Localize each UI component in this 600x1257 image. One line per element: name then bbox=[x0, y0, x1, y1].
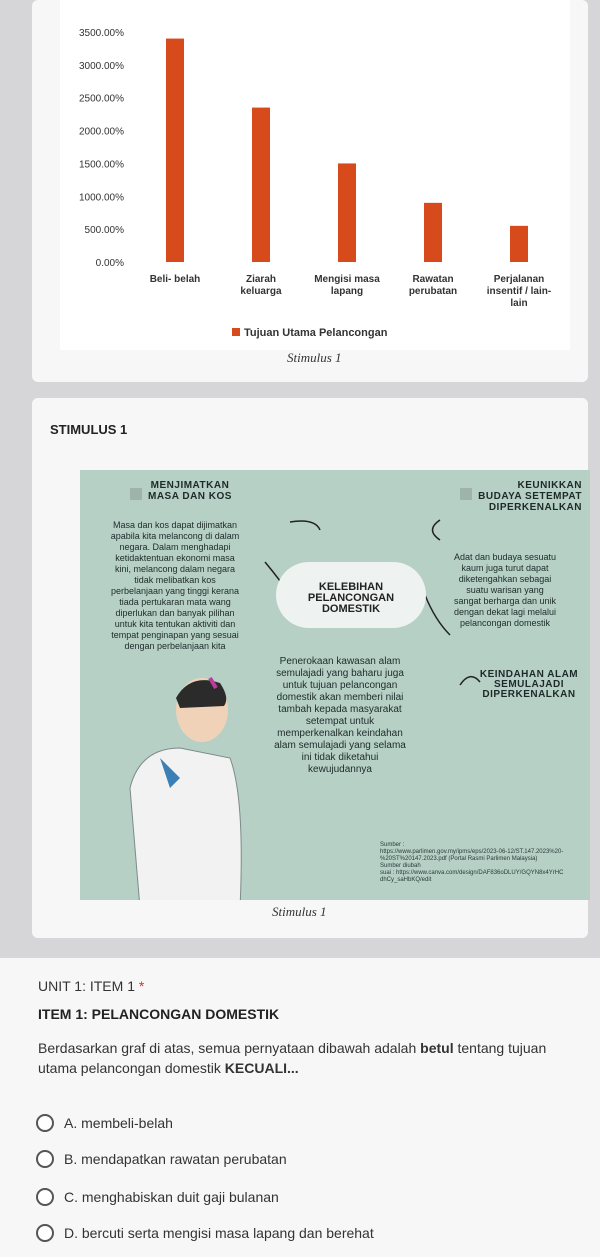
text-line: tiada pertukaran mata wang bbox=[119, 597, 231, 607]
y-tick-label: 3500.00% bbox=[78, 28, 124, 39]
text-line: diperlukan dan banyak pilihan bbox=[115, 608, 235, 618]
source-line: Sumber diubah bbox=[380, 863, 421, 869]
x-tick-label: Rawatan bbox=[412, 274, 454, 285]
x-tick-label: insentif / lain- bbox=[486, 286, 552, 297]
legend-swatch bbox=[232, 328, 240, 336]
text-line: alam semulajadi yang selama bbox=[274, 740, 406, 751]
heading-line: BUDAYA SETEMPAT bbox=[478, 491, 582, 502]
y-tick-label: 3000.00% bbox=[78, 60, 124, 72]
question-card bbox=[0, 958, 600, 1257]
question-unit bbox=[38, 978, 144, 994]
question-text-part: tentang tujuan utama pelancongan domestik bbox=[38, 1040, 547, 1076]
option-c[interactable] bbox=[36, 1186, 279, 1208]
x-tick-label: perubatan bbox=[408, 286, 458, 297]
text-line: suatu warisan yang bbox=[466, 585, 544, 595]
text-line: semulajadi yang baharu juga bbox=[276, 668, 404, 679]
bar bbox=[338, 163, 356, 262]
option-label: A. membeli-belah bbox=[64, 1115, 173, 1131]
text-line: ketidaktentuan ekonomi masa bbox=[115, 553, 235, 563]
chart-card bbox=[32, 0, 588, 382]
radio-b[interactable] bbox=[36, 1150, 54, 1168]
stimulus-card bbox=[32, 398, 588, 938]
text-line: sangat berharga dan unik bbox=[453, 596, 557, 606]
text-line: tidak melibatkan kos bbox=[134, 575, 216, 585]
text-line: dengan perbelanjaan kita bbox=[124, 641, 226, 651]
unit-label: UNIT 1: ITEM 1 bbox=[38, 978, 135, 994]
text-line: tambah kepada masyarakat bbox=[278, 704, 402, 715]
text-line: Adat dan budaya sesuatu bbox=[453, 552, 557, 562]
y-tick-label: 500.00% bbox=[84, 225, 124, 237]
text-line: kaum juga turut dapat bbox=[461, 563, 549, 573]
option-d[interactable] bbox=[36, 1222, 374, 1244]
x-tick-label: Mengisi masa bbox=[314, 274, 380, 285]
heading-nature bbox=[470, 670, 588, 700]
student-illustration bbox=[120, 668, 250, 900]
option-label: B. mendapatkan rawatan perubatan bbox=[64, 1151, 287, 1167]
stimulus-title: STIMULUS 1 bbox=[50, 422, 128, 437]
required-mark: * bbox=[138, 978, 145, 994]
cloud-text bbox=[276, 582, 426, 615]
y-tick-label: 2000.00% bbox=[78, 126, 124, 138]
source-line: https://www.parlimen.gov.my/ipms/eps/2023-06-12/ST.147.2023%20- bbox=[380, 849, 564, 855]
text-line: dengan dekat lagi melalui bbox=[453, 607, 557, 617]
text-line: Masa dan kos dapat dijimatkan bbox=[112, 520, 238, 530]
question-text-emphasis: KECUALI... bbox=[224, 1060, 299, 1076]
stimulus-infographic bbox=[80, 470, 590, 900]
stimulus-caption: Stimulus 1 bbox=[272, 904, 327, 919]
source-text bbox=[380, 842, 580, 884]
text-line: setempat untuk bbox=[305, 716, 375, 727]
text-line: domestik akan memberi nilai bbox=[276, 692, 404, 703]
chart-background bbox=[60, 0, 570, 350]
x-tick-label: keluarga bbox=[240, 286, 282, 297]
heading-line: DIPERKENALKAN bbox=[488, 502, 582, 513]
question-text-part: Berdasarkan graf di atas, semua pernyataan dibawah adalah bbox=[38, 1040, 421, 1056]
y-tick-label: 1500.00% bbox=[78, 159, 124, 171]
y-tick-label: 2500.00% bbox=[78, 93, 124, 105]
cloud-line: DOMESTIK bbox=[321, 603, 381, 615]
text-line: untuk tujuan pelancongan bbox=[282, 680, 398, 691]
bar bbox=[424, 203, 442, 262]
source-line: %20ST%20147.2023.pdf (Portal Rasmi Parlimen Malaysia) bbox=[380, 856, 538, 862]
option-label: D. bercuti serta mengisi masa lapang dan berehat bbox=[64, 1225, 374, 1241]
source-line: Sumber : bbox=[380, 842, 405, 848]
heading-line: SEMULAJADI bbox=[493, 679, 564, 690]
text-line: pelancongan domestik bbox=[459, 618, 551, 628]
heading-line: MENJIMATKAN bbox=[150, 480, 230, 491]
text-nature bbox=[260, 656, 420, 776]
bar-chart bbox=[32, 0, 588, 382]
radio-c[interactable] bbox=[36, 1188, 54, 1206]
text-line: untuk kita tentukan aktiviti dan bbox=[114, 619, 236, 629]
bar bbox=[510, 226, 528, 262]
text-line: tempat penginapan yang sesuai bbox=[111, 630, 239, 640]
text-line: kewujudannya bbox=[308, 764, 372, 775]
text-line: kini, melancong dalam negara bbox=[114, 564, 236, 574]
bar bbox=[166, 39, 184, 262]
y-tick-label: 1000.00% bbox=[78, 192, 124, 204]
x-tick-label: Ziarah bbox=[245, 274, 277, 285]
text-line: apabila kita melancong di dalam bbox=[110, 531, 240, 541]
text-line: memperkenalkan keindahan bbox=[277, 728, 403, 739]
heading-line: DIPERKENALKAN bbox=[482, 689, 576, 700]
text-line: negara. Dalam menghadapi bbox=[119, 542, 231, 552]
x-tick-label: lain bbox=[510, 298, 528, 309]
text-line: diketengahkan sebagai bbox=[458, 574, 552, 584]
x-tick-label: Perjalanan bbox=[493, 274, 545, 285]
chart-caption: Stimulus 1 bbox=[287, 350, 342, 365]
bar bbox=[252, 108, 270, 262]
heading-line: MASA DAN KOS bbox=[148, 491, 232, 502]
question-text bbox=[38, 1038, 586, 1078]
question-title: ITEM 1: PELANCONGAN DOMESTIK bbox=[38, 1006, 280, 1022]
x-tick-label: lapang bbox=[330, 286, 364, 297]
radio-d[interactable] bbox=[36, 1224, 54, 1242]
question-text-emphasis: betul bbox=[420, 1040, 454, 1056]
heading-line: KEUNIKKAN bbox=[517, 480, 582, 491]
cloud-line: PELANCONGAN bbox=[307, 592, 395, 604]
source-line: suai : https://www.canva.com/design/DAF836oDLUY/GQYN8x4YrHC bbox=[380, 870, 564, 876]
y-tick-label: 0.00% bbox=[95, 258, 124, 269]
option-a[interactable] bbox=[36, 1112, 173, 1134]
text-line: ini tidak diketahui bbox=[301, 752, 379, 763]
source-line: dhCy_saHbKQ/edit bbox=[380, 877, 432, 883]
text-line: perbelanjaan yang tinggi kerana bbox=[110, 586, 240, 596]
legend-label: Tujuan Utama Pelancongan bbox=[244, 327, 388, 339]
text-line: Penerokaan kawasan alam bbox=[279, 656, 401, 667]
heading-line: KEINDAHAN ALAM bbox=[479, 669, 579, 680]
option-label: C. menghabiskan duit gaji bulanan bbox=[64, 1189, 279, 1205]
radio-a[interactable] bbox=[36, 1114, 54, 1132]
option-b[interactable] bbox=[36, 1148, 287, 1170]
x-tick-label: Beli- belah bbox=[149, 274, 201, 285]
cloud-line: KELEBIHAN bbox=[318, 581, 384, 593]
